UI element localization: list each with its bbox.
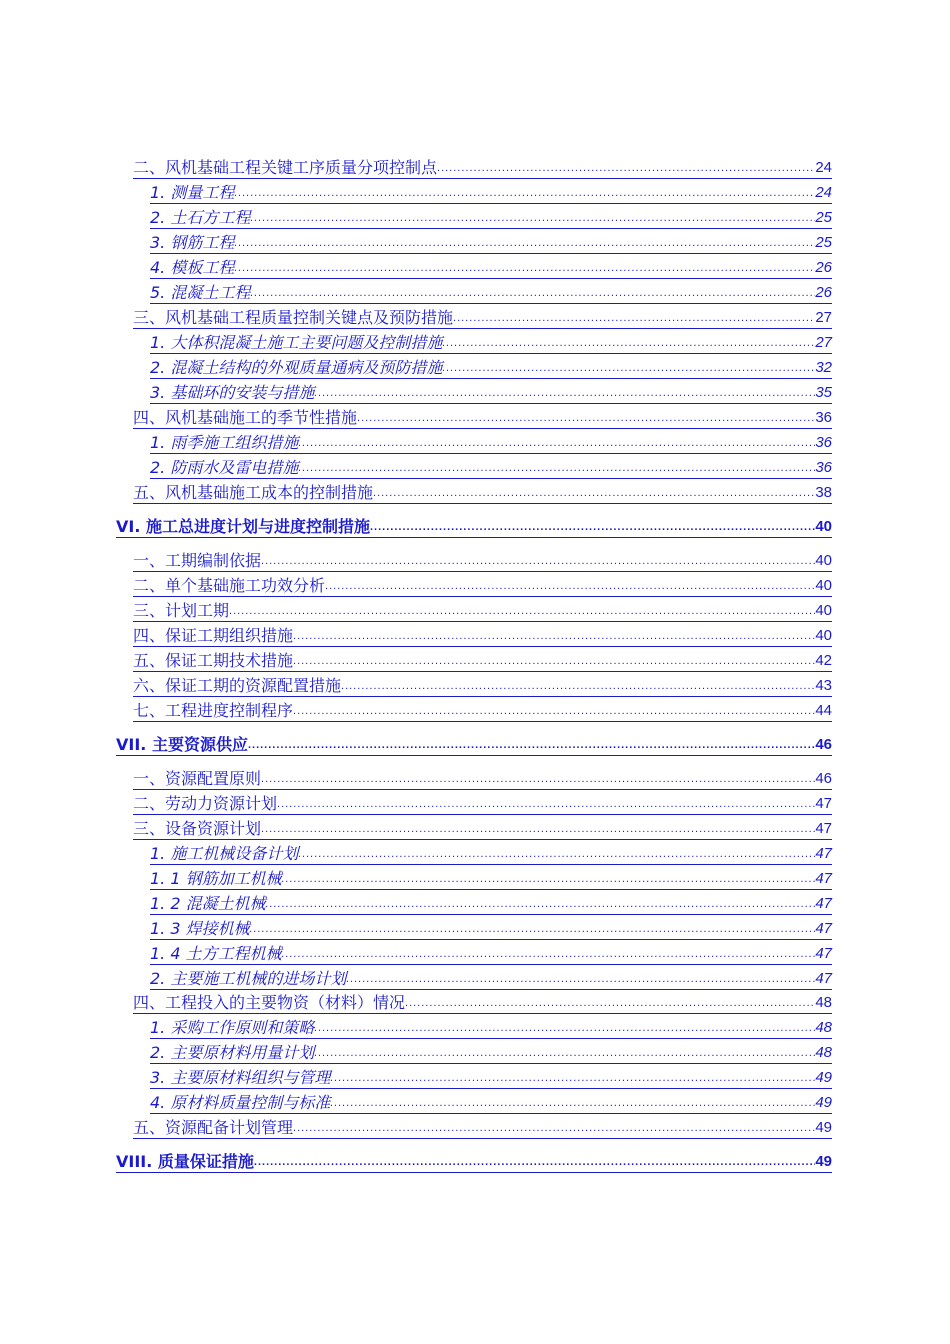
toc-entry-page: 42 — [815, 651, 832, 672]
toc-chapter-entry[interactable] — [116, 1151, 832, 1173]
toc-entry-page: 47 — [815, 969, 832, 990]
toc-leader-dots — [293, 651, 815, 672]
toc-leader-dots — [346, 969, 815, 990]
toc-entry-page: 38 — [815, 483, 832, 504]
toc-entry[interactable] — [150, 1067, 832, 1089]
toc-entry-title: 2. 土石方工程 — [150, 208, 251, 227]
toc-entry-page: 36 — [815, 408, 832, 429]
toc-entry-page: 40 — [815, 576, 832, 597]
toc-entry-title: 2. 主要原材料用量计划 — [150, 1043, 315, 1062]
toc-entry[interactable] — [150, 868, 832, 890]
toc-entry-title: VII. 主要资源供应 — [116, 735, 248, 754]
toc-entry-title: 三、计划工期 — [133, 601, 230, 620]
toc-leader-dots — [341, 676, 815, 697]
toc-entry[interactable] — [133, 550, 832, 572]
toc-leader-dots — [254, 1152, 815, 1173]
toc-entry-page: 40 — [815, 551, 832, 572]
toc-entry-title: 4. 原材料质量控制与标准 — [150, 1093, 331, 1112]
toc-entry[interactable] — [150, 918, 832, 940]
toc-leader-dots — [325, 576, 815, 597]
toc-entry[interactable] — [150, 207, 832, 229]
toc-entry-page: 40 — [815, 626, 832, 647]
toc-entry[interactable] — [150, 1092, 832, 1114]
toc-leader-dots — [453, 308, 815, 329]
toc-leader-dots — [229, 601, 815, 622]
toc-entry[interactable] — [133, 793, 832, 815]
toc-entry-page: 25 — [815, 208, 832, 229]
toc-entry[interactable] — [133, 650, 832, 672]
toc-entry-title: 七、工程进度控制程序 — [133, 701, 294, 720]
toc-entry-title: 四、风机基础施工的季节性措施 — [133, 408, 358, 427]
toc-entry-page: 46 — [815, 735, 832, 756]
toc-entry-title: 3. 钢筋工程 — [150, 233, 235, 252]
toc-entry[interactable] — [150, 1042, 832, 1064]
toc-entry-page: 46 — [815, 769, 832, 790]
toc-leader-dots — [261, 819, 815, 840]
toc-leader-dots — [442, 358, 815, 379]
toc-entry[interactable] — [150, 382, 832, 404]
toc-entry[interactable] — [150, 432, 832, 454]
toc-entry-page: 49 — [815, 1068, 832, 1089]
toc-entry-page: 36 — [815, 458, 832, 479]
toc-entry-page: 47 — [815, 944, 832, 965]
toc-entry-title: 五、资源配备计划管理 — [133, 1118, 294, 1137]
toc-entry-title: VIII. 质量保证措施 — [116, 1152, 254, 1171]
toc-entry[interactable] — [133, 575, 832, 597]
toc-entry[interactable] — [133, 992, 832, 1014]
toc-entry-page: 47 — [815, 869, 832, 890]
toc-entry-page: 47 — [815, 894, 832, 915]
toc-entry-title: 二、劳动力资源计划 — [133, 794, 278, 813]
toc-entry-title: 二、单个基础施工功效分析 — [133, 576, 326, 595]
toc-entry-page: 40 — [815, 517, 832, 538]
toc-leader-dots — [330, 1068, 815, 1089]
toc-entry[interactable] — [133, 675, 832, 697]
toc-leader-dots — [282, 869, 816, 890]
toc-entry-title: 1. 雨季施工组织措施 — [150, 433, 299, 452]
toc-entry-page: 43 — [815, 676, 832, 697]
toc-entry-title: 2. 防雨水及雷电措施 — [150, 458, 299, 477]
toc-leader-dots — [314, 1043, 815, 1064]
toc-entry-page: 49 — [815, 1093, 832, 1114]
toc-entry-page: 32 — [815, 358, 832, 379]
toc-entry-page: 26 — [815, 258, 832, 279]
toc-entry-page: 27 — [815, 308, 832, 329]
toc-chapter-entry[interactable] — [116, 734, 832, 756]
toc-entry[interactable] — [150, 282, 832, 304]
toc-entry-title: 六、保证工期的资源配置措施 — [133, 676, 342, 695]
toc-entry[interactable] — [150, 843, 832, 865]
toc-entry-page: 40 — [815, 601, 832, 622]
toc-leader-dots — [330, 1093, 815, 1114]
toc-entry[interactable] — [150, 357, 832, 379]
toc-leader-dots — [293, 626, 815, 647]
toc-entry-title: 3. 主要原材料组织与管理 — [150, 1068, 331, 1087]
toc-leader-dots — [261, 551, 815, 572]
toc-leader-dots — [314, 383, 815, 404]
toc-entry[interactable] — [133, 625, 832, 647]
toc-entry-page: 48 — [815, 1043, 832, 1064]
toc-entry[interactable] — [133, 600, 832, 622]
toc-entry[interactable] — [150, 1017, 832, 1039]
toc-entry[interactable] — [150, 457, 832, 479]
toc-entry-page: 47 — [815, 919, 832, 940]
toc-leader-dots — [373, 483, 815, 504]
toc-entry-title: 二、风机基础工程关键工序质量分项控制点 — [133, 158, 438, 177]
toc-entry[interactable] — [133, 818, 832, 840]
toc-entry-page: 24 — [815, 183, 832, 204]
toc-entry[interactable] — [133, 407, 832, 429]
toc-entry-page: 47 — [815, 844, 832, 865]
toc-entry-title: 五、风机基础施工成本的控制措施 — [133, 483, 374, 502]
toc-leader-dots — [357, 408, 815, 429]
toc-leader-dots — [405, 993, 815, 1014]
toc-entry[interactable] — [150, 943, 832, 965]
toc-entry-title: 1. 4 土方工程机械 — [150, 944, 282, 963]
toc-entry-title: 一、工期编制依据 — [133, 551, 262, 570]
toc-entry[interactable] — [133, 1117, 832, 1139]
toc-leader-dots — [250, 283, 815, 304]
toc-entry-page: 25 — [815, 233, 832, 254]
toc-entry-title: 三、风机基础工程质量控制关键点及预防措施 — [133, 308, 454, 327]
toc-entry[interactable] — [133, 768, 832, 790]
toc-entry[interactable] — [150, 232, 832, 254]
toc-entry[interactable] — [150, 257, 832, 279]
toc-entry-page: 26 — [815, 283, 832, 304]
toc-entry-page: 47 — [815, 794, 832, 815]
toc-entry-title: 1. 2 混凝土机械 — [150, 894, 266, 913]
toc-leader-dots — [261, 769, 815, 790]
toc-entry-page: 44 — [815, 701, 832, 722]
toc-entry-title: 2. 主要施工机械的进场计划 — [150, 969, 347, 988]
toc-entry[interactable] — [133, 700, 832, 722]
toc-entry-page: 48 — [815, 1018, 832, 1039]
toc-entry[interactable] — [150, 893, 832, 915]
toc-leader-dots — [298, 433, 815, 454]
toc-entry[interactable] — [150, 968, 832, 990]
toc-entry-title: 1. 测量工程 — [150, 183, 235, 202]
toc-leader-dots — [282, 944, 816, 965]
toc-leader-dots — [234, 258, 815, 279]
toc-leader-dots — [442, 333, 815, 354]
toc-leader-dots — [314, 1018, 815, 1039]
toc-leader-dots — [248, 735, 815, 756]
toc-entry-title: 3. 基础环的安装与措施 — [150, 383, 315, 402]
toc-entry-page: 24 — [815, 158, 832, 179]
toc-entry-title: 三、设备资源计划 — [133, 819, 262, 838]
toc-entry-title: 2. 混凝土结构的外观质量通病及预防措施 — [150, 358, 443, 377]
toc-entry-title: 1. 施工机械设备计划 — [150, 844, 299, 863]
toc-leader-dots — [298, 844, 815, 865]
toc-entry[interactable] — [150, 332, 832, 354]
toc-leader-dots — [293, 1118, 815, 1139]
toc-entry[interactable] — [133, 157, 832, 179]
toc-entry-title: 1. 3 焊接机械 — [150, 919, 250, 938]
toc-leader-dots — [298, 458, 815, 479]
toc-leader-dots — [234, 183, 815, 204]
toc-entry[interactable] — [133, 307, 832, 329]
toc-entry-page: 35 — [815, 383, 832, 404]
toc-leader-dots — [266, 894, 816, 915]
toc-entry-title: 1. 采购工作原则和策略 — [150, 1018, 315, 1037]
toc-leader-dots — [250, 919, 816, 940]
toc-entry-page: 36 — [815, 433, 832, 454]
toc-leader-dots — [250, 208, 815, 229]
toc-entry-title: 5. 混凝土工程 — [150, 283, 251, 302]
toc-entry-page: 48 — [815, 993, 832, 1014]
toc-entry-title: 4. 模板工程 — [150, 258, 235, 277]
toc-entry-title: 四、工程投入的主要物资（材料）情况 — [133, 993, 406, 1012]
toc-entry-title: 1. 大体积混凝土施工主要问题及控制措施 — [150, 333, 443, 352]
toc-leader-dots — [277, 794, 815, 815]
toc-leader-dots — [370, 517, 815, 538]
toc-entry-page: 47 — [815, 819, 832, 840]
toc-entry-title: VI. 施工总进度计划与进度控制措施 — [116, 517, 370, 536]
toc-entry-page: 49 — [815, 1152, 832, 1173]
toc-entry-page: 27 — [815, 333, 832, 354]
toc-entry-title: 五、保证工期技术措施 — [133, 651, 294, 670]
toc-leader-dots — [293, 701, 815, 722]
toc-entry[interactable] — [150, 182, 832, 204]
toc-leader-dots — [234, 233, 815, 254]
toc-entry-title: 1. 1 钢筋加工机械 — [150, 869, 282, 888]
toc-chapter-entry[interactable] — [116, 516, 832, 538]
toc-leader-dots — [437, 158, 815, 179]
toc-entry-page: 49 — [815, 1118, 832, 1139]
toc-entry[interactable] — [133, 482, 832, 504]
toc-entry-title: 一、资源配置原则 — [133, 769, 262, 788]
toc-entry-title: 四、保证工期组织措施 — [133, 626, 294, 645]
